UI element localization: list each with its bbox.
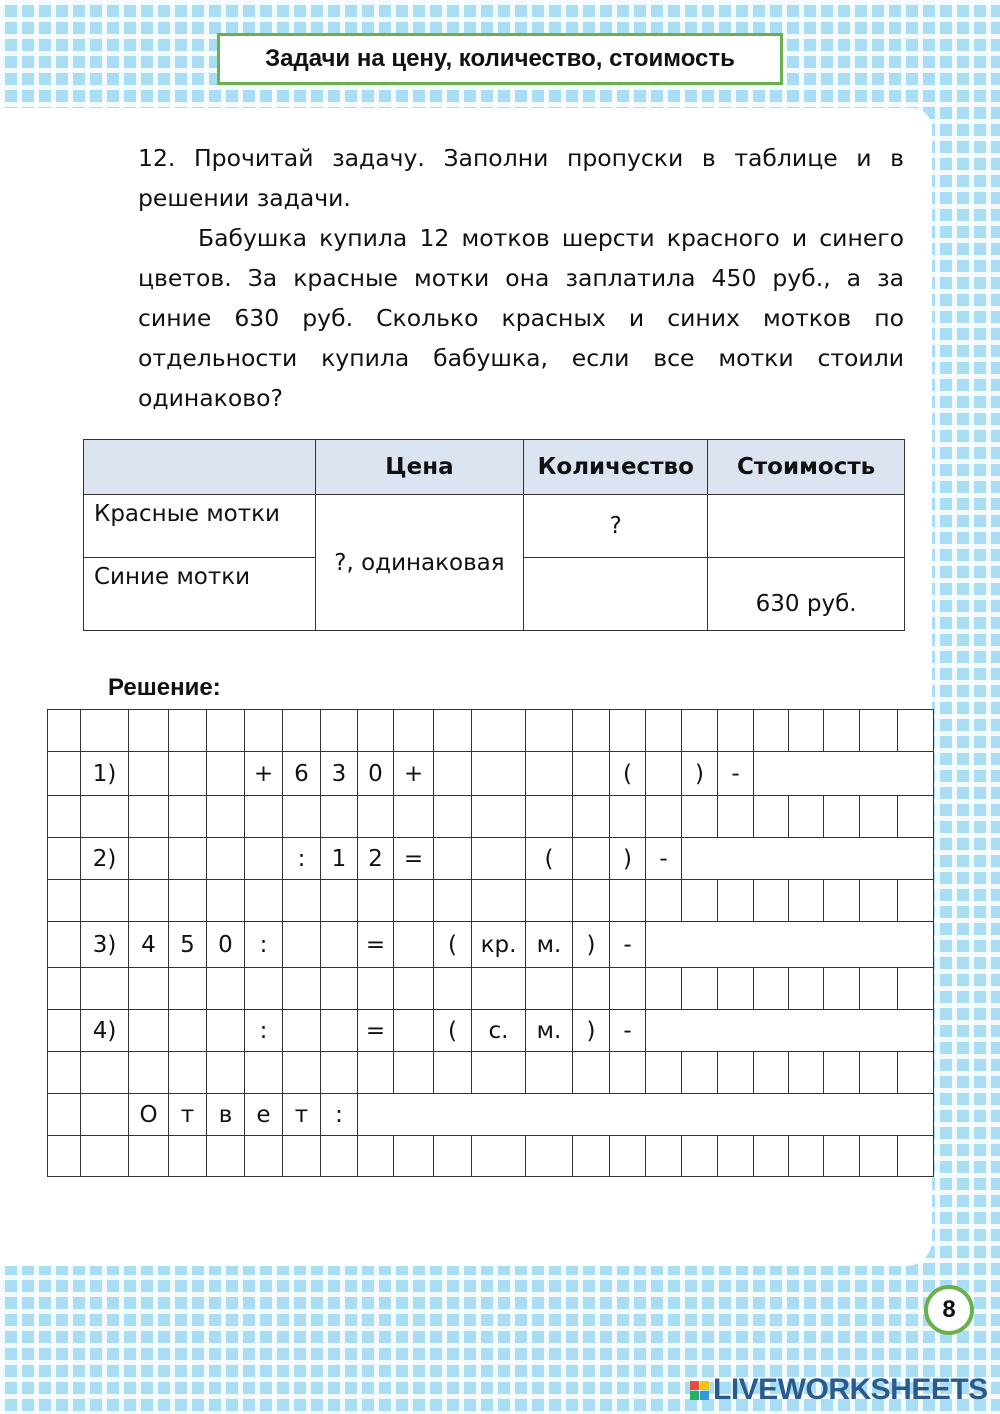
grid-cell[interactable]: 4)	[81, 1010, 129, 1052]
grid-cell	[472, 1136, 526, 1177]
grid-cell	[48, 880, 81, 922]
grid-cell[interactable]: 4	[129, 922, 169, 968]
grid-cell[interactable]: =	[358, 922, 394, 968]
grid-cell	[573, 1052, 610, 1094]
grid-cell	[245, 1052, 283, 1094]
grid-cell	[81, 710, 129, 752]
grid-cell[interactable]	[245, 838, 283, 880]
grid-cell	[81, 796, 129, 838]
grid-cell	[169, 1052, 207, 1094]
grid-cell[interactable]	[646, 752, 682, 796]
grid-cell	[129, 710, 169, 752]
grid-cell[interactable]	[81, 1094, 129, 1136]
grid-cell	[321, 796, 358, 838]
grid-cell[interactable]	[434, 838, 472, 880]
grid-cell[interactable]: кр.	[472, 922, 526, 968]
grid-cell	[682, 880, 718, 922]
grid-cell	[169, 796, 207, 838]
grid-cell	[754, 880, 789, 922]
grid-cell[interactable]: с.	[472, 1010, 526, 1052]
grid-cell	[718, 796, 754, 838]
grid-cell	[526, 968, 573, 1010]
grid-cell[interactable]: О	[129, 1094, 169, 1136]
grid-cell	[358, 796, 394, 838]
grid-cell[interactable]: м.	[526, 922, 573, 968]
grid-cell[interactable]: в	[207, 1094, 245, 1136]
header-empty	[84, 440, 316, 495]
grid-cell	[573, 796, 610, 838]
grid-cell	[789, 796, 824, 838]
brand-text: LIVEWORKSHEETS	[713, 1373, 988, 1406]
grid-cell	[48, 796, 81, 838]
grid-cell	[245, 968, 283, 1010]
task-instruction: 12. Прочитай задачу. Заполни пропуски в таблице и в решении задачи.	[138, 144, 904, 212]
grid-cell	[245, 796, 283, 838]
grid-cell	[573, 1136, 610, 1177]
answer-line[interactable]	[646, 1010, 934, 1052]
grid-cell	[610, 796, 646, 838]
price-shared-cell: ?, одинаковая	[315, 495, 524, 631]
grid-cell	[394, 968, 434, 1010]
grid-cell	[169, 880, 207, 922]
grid-cell	[207, 1136, 245, 1177]
grid-cell[interactable]	[394, 1010, 434, 1052]
grid-cell	[207, 1052, 245, 1094]
grid-cell[interactable]: +	[245, 752, 283, 796]
grid-cell	[321, 1136, 358, 1177]
grid-cell	[434, 968, 472, 1010]
grid-cell[interactable]	[394, 922, 434, 968]
grid-cell	[472, 796, 526, 838]
grid-cell	[824, 880, 860, 922]
task-story: Бабушка купила 12 мотков шерсти красного и синего цветов. За красные мотки она заплатила 450 руб., а за синие 630 руб. Сколько красных и синих мотков по отдельности купила бабушка, если все мотки стоили одинаково?	[138, 224, 904, 412]
answer-line[interactable]	[682, 838, 934, 880]
grid-cell	[646, 1052, 682, 1094]
grid-cell	[646, 1136, 682, 1177]
grid-cell	[610, 710, 646, 752]
grid-cell	[283, 968, 321, 1010]
grid-cell	[48, 710, 81, 752]
grid-cell	[169, 968, 207, 1010]
grid-cell	[321, 880, 358, 922]
grid-cell[interactable]: )	[573, 922, 610, 968]
grid-cell	[682, 1052, 718, 1094]
grid-cell	[754, 710, 789, 752]
grid-cell	[610, 880, 646, 922]
grid-cell[interactable]: 2	[358, 838, 394, 880]
grid-cell	[526, 880, 573, 922]
grid-cell	[824, 1052, 860, 1094]
grid-cell	[81, 1136, 129, 1177]
price-quantity-table	[83, 439, 905, 631]
grid-cell	[610, 968, 646, 1010]
grid-cell[interactable]	[48, 922, 81, 968]
grid-cell[interactable]	[207, 838, 245, 880]
logo-square-yellow	[700, 1381, 709, 1390]
logo-square-red	[690, 1381, 699, 1390]
red-quantity-cell[interactable]: ?	[524, 495, 708, 558]
grid-cell	[526, 710, 573, 752]
row-label-red: Красные мотки	[84, 495, 316, 558]
grid-cell	[207, 968, 245, 1010]
grid-cell	[129, 796, 169, 838]
grid-cell	[207, 880, 245, 922]
grid-cell[interactable]: 3	[321, 752, 358, 796]
grid-cell	[682, 1136, 718, 1177]
grid-cell[interactable]: 1)	[81, 752, 129, 796]
grid-cell	[754, 968, 789, 1010]
grid-cell	[394, 1052, 434, 1094]
grid-cell	[718, 1052, 754, 1094]
grid-cell	[789, 1052, 824, 1094]
grid-cell[interactable]: 6	[283, 752, 321, 796]
grid-cell	[245, 1136, 283, 1177]
grid-cell	[434, 880, 472, 922]
logo-square-green	[690, 1391, 699, 1400]
grid-cell[interactable]: м.	[526, 1010, 573, 1052]
grid-cell	[860, 880, 898, 922]
grid-cell[interactable]: -	[610, 1010, 646, 1052]
grid-cell	[169, 1136, 207, 1177]
grid-cell	[169, 710, 207, 752]
grid-cell	[646, 880, 682, 922]
grid-cell[interactable]	[283, 1010, 321, 1052]
grid-cell[interactable]: (	[526, 838, 573, 880]
grid-cell	[81, 880, 129, 922]
grid-cell	[394, 1136, 434, 1177]
grid-cell[interactable]	[169, 1010, 207, 1052]
grid-cell[interactable]: )	[573, 1010, 610, 1052]
grid-cell	[434, 1136, 472, 1177]
grid-cell	[789, 1136, 824, 1177]
grid-cell	[129, 1052, 169, 1094]
grid-cell[interactable]: )	[682, 752, 718, 796]
grid-cell	[207, 796, 245, 838]
grid-cell[interactable]: (	[434, 922, 472, 968]
grid-cell	[321, 710, 358, 752]
grid-cell	[824, 710, 860, 752]
grid-cell	[610, 1052, 646, 1094]
grid-cell	[682, 796, 718, 838]
grid-cell	[526, 796, 573, 838]
grid-cell	[898, 796, 934, 838]
solution-label: Решение:	[108, 674, 221, 701]
grid-cell	[358, 1052, 394, 1094]
grid-cell	[610, 1136, 646, 1177]
grid-cell[interactable]: :	[321, 1094, 358, 1136]
grid-cell	[754, 796, 789, 838]
grid-cell	[860, 1052, 898, 1094]
grid-cell	[48, 968, 81, 1010]
grid-cell[interactable]: 1	[321, 838, 358, 880]
blue-cost-cell: 630 руб.	[708, 558, 905, 631]
grid-cell	[860, 968, 898, 1010]
grid-cell	[789, 968, 824, 1010]
red-cost-cell[interactable]	[708, 495, 905, 558]
answer-line[interactable]	[754, 752, 934, 796]
grid-cell	[646, 710, 682, 752]
grid-cell	[573, 710, 610, 752]
grid-cell	[358, 968, 394, 1010]
grid-cell	[321, 1052, 358, 1094]
grid-cell	[646, 968, 682, 1010]
grid-cell[interactable]	[321, 1010, 358, 1052]
grid-cell	[283, 710, 321, 752]
answer-line[interactable]	[646, 922, 934, 968]
grid-cell	[358, 710, 394, 752]
grid-cell[interactable]: т	[169, 1094, 207, 1136]
grid-cell	[472, 710, 526, 752]
grid-cell	[358, 1136, 394, 1177]
grid-cell[interactable]: -	[718, 752, 754, 796]
grid-cell[interactable]	[48, 1010, 81, 1052]
grid-cell	[573, 880, 610, 922]
grid-cell	[48, 1136, 81, 1177]
row-label-blue: Синие мотки	[84, 558, 316, 631]
grid-cell	[434, 796, 472, 838]
grid-cell	[81, 968, 129, 1010]
grid-cell	[526, 1136, 573, 1177]
grid-cell[interactable]: 0	[358, 752, 394, 796]
solution-grid	[47, 709, 934, 1177]
grid-cell	[526, 1052, 573, 1094]
grid-cell	[434, 710, 472, 752]
grid-cell[interactable]: :	[245, 922, 283, 968]
task-text	[138, 138, 904, 418]
grid-cell	[789, 710, 824, 752]
grid-cell[interactable]	[321, 922, 358, 968]
grid-cell[interactable]: +	[394, 752, 434, 796]
grid-cell[interactable]	[207, 1010, 245, 1052]
grid-cell	[129, 968, 169, 1010]
grid-cell[interactable]: 2)	[81, 838, 129, 880]
grid-cell[interactable]	[48, 838, 81, 880]
grid-cell[interactable]	[129, 1010, 169, 1052]
page-title: Задачи на цену, количество, стоимость	[217, 33, 783, 85]
grid-cell[interactable]: -	[610, 922, 646, 968]
grid-cell[interactable]: 3)	[81, 922, 129, 968]
grid-cell	[358, 880, 394, 922]
grid-cell	[245, 710, 283, 752]
grid-cell[interactable]	[169, 838, 207, 880]
grid-cell	[860, 1136, 898, 1177]
grid-cell	[472, 968, 526, 1010]
grid-cell	[245, 880, 283, 922]
grid-cell	[754, 1136, 789, 1177]
grid-cell	[207, 710, 245, 752]
liveworksheets-brand	[690, 1372, 988, 1408]
grid-cell	[129, 1136, 169, 1177]
grid-cell	[283, 796, 321, 838]
grid-cell	[898, 1052, 934, 1094]
table-row-red	[84, 495, 905, 558]
grid-cell	[646, 796, 682, 838]
grid-cell[interactable]: 5	[169, 922, 207, 968]
grid-cell	[434, 1052, 472, 1094]
grid-cell	[321, 968, 358, 1010]
answer-line[interactable]	[358, 1094, 934, 1136]
grid-cell[interactable]: )	[610, 838, 646, 880]
grid-cell	[860, 796, 898, 838]
header-cost: Стоимость	[708, 440, 905, 495]
grid-cell	[394, 710, 434, 752]
grid-cell[interactable]: :	[283, 838, 321, 880]
grid-cell	[283, 1136, 321, 1177]
grid-cell	[898, 1136, 934, 1177]
grid-cell	[754, 1052, 789, 1094]
grid-cell[interactable]	[169, 752, 207, 796]
blue-quantity-cell[interactable]	[524, 558, 708, 631]
grid-cell	[394, 880, 434, 922]
grid-cell	[860, 710, 898, 752]
grid-cell	[81, 1052, 129, 1094]
grid-cell	[824, 796, 860, 838]
grid-cell	[824, 1136, 860, 1177]
grid-cell[interactable]	[129, 838, 169, 880]
grid-cell[interactable]	[283, 922, 321, 968]
header-quantity: Количество	[524, 440, 708, 495]
grid-cell[interactable]: 0	[207, 922, 245, 968]
grid-cell[interactable]	[129, 752, 169, 796]
grid-cell	[824, 968, 860, 1010]
grid-cell[interactable]	[434, 752, 472, 796]
liveworksheets-logo-icon	[690, 1381, 709, 1400]
grid-cell[interactable]: =	[358, 1010, 394, 1052]
grid-cell[interactable]	[573, 838, 610, 880]
header-price: Цена	[315, 440, 524, 495]
grid-cell	[898, 710, 934, 752]
grid-cell	[898, 880, 934, 922]
grid-cell	[283, 880, 321, 922]
logo-square-blue	[700, 1391, 709, 1400]
grid-cell[interactable]: -	[646, 838, 682, 880]
grid-cell	[718, 710, 754, 752]
grid-cell	[472, 880, 526, 922]
grid-cell[interactable]	[573, 752, 610, 796]
grid-cell[interactable]	[472, 752, 526, 796]
grid-cell	[573, 968, 610, 1010]
grid-cell[interactable]	[207, 752, 245, 796]
grid-cell	[718, 968, 754, 1010]
grid-cell[interactable]: е	[245, 1094, 283, 1136]
grid-cell	[718, 880, 754, 922]
grid-cell	[682, 710, 718, 752]
grid-cell	[472, 1052, 526, 1094]
grid-cell	[394, 796, 434, 838]
grid-cell[interactable]	[472, 838, 526, 880]
grid-cell[interactable]	[48, 1094, 81, 1136]
grid-cell	[898, 968, 934, 1010]
grid-cell	[283, 1052, 321, 1094]
grid-cell	[789, 880, 824, 922]
grid-cell	[718, 1136, 754, 1177]
grid-cell[interactable]	[48, 752, 81, 796]
grid-cell[interactable]: =	[394, 838, 434, 880]
grid-cell	[682, 968, 718, 1010]
grid-cell[interactable]	[526, 752, 573, 796]
grid-cell[interactable]: (	[434, 1010, 472, 1052]
grid-cell	[48, 1052, 81, 1094]
grid-cell[interactable]: (	[610, 752, 646, 796]
page-number: 8	[924, 1285, 974, 1335]
grid-cell[interactable]: т	[283, 1094, 321, 1136]
table-header-row	[84, 440, 905, 495]
grid-cell	[129, 880, 169, 922]
grid-cell[interactable]: :	[245, 1010, 283, 1052]
